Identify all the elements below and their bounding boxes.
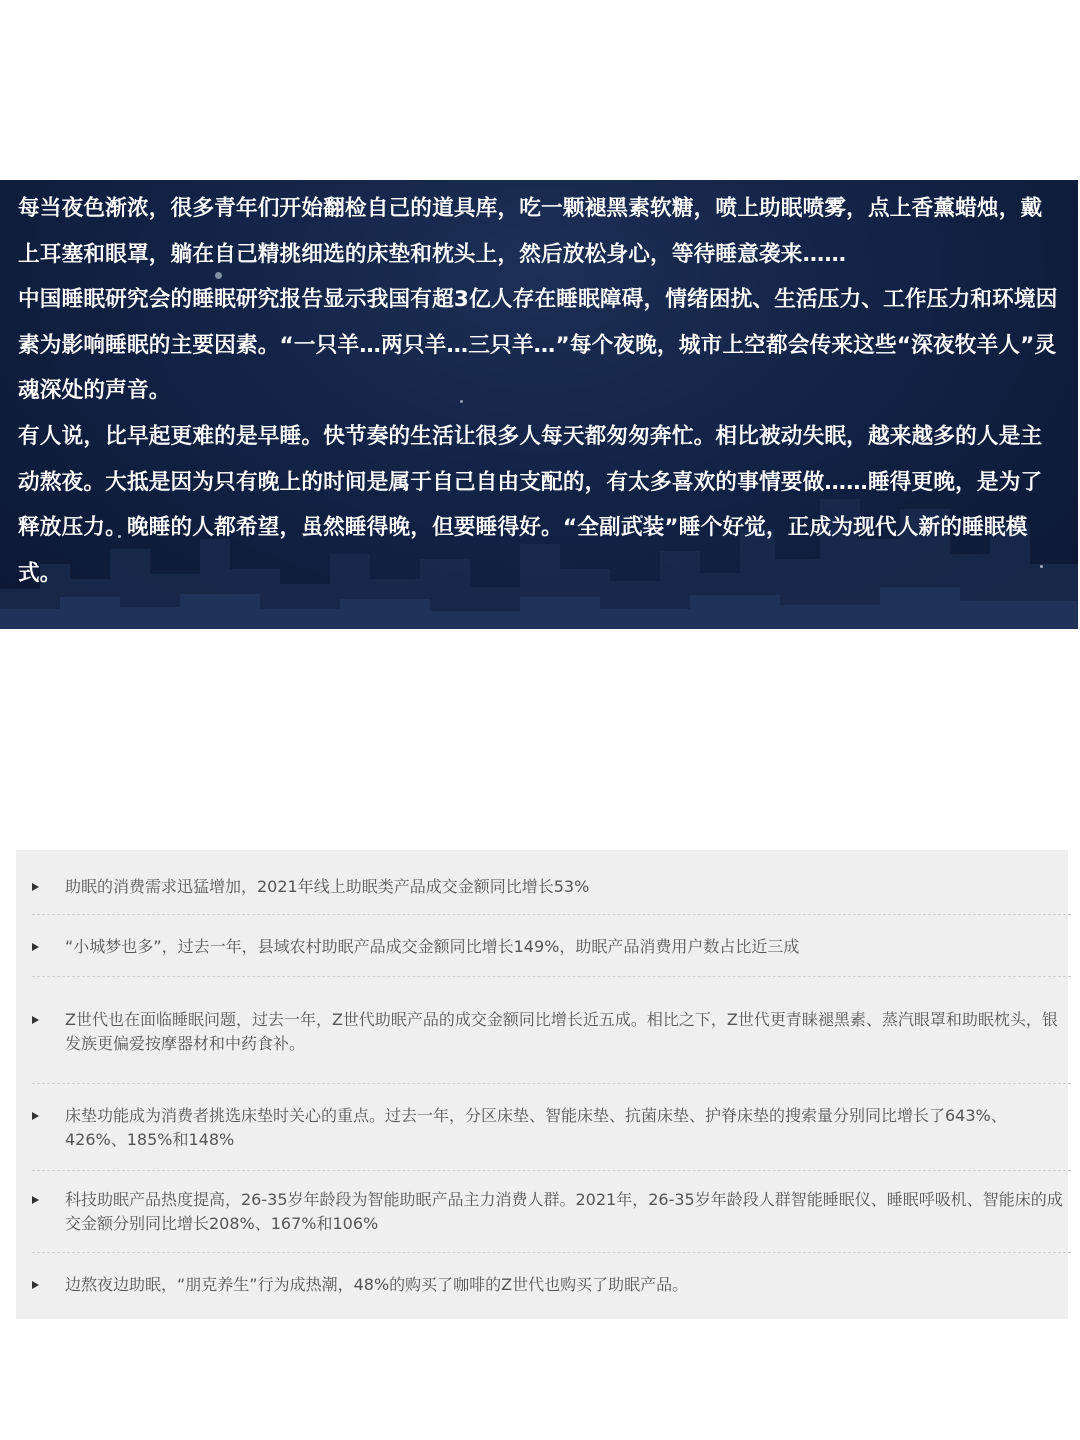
stat-text: 床垫功能成为消费者挑选床垫时关心的重点。过去一年，分区床垫、智能床垫、抗菌床垫、护脊床垫的搜索量分别同比增长了643%、426%、185%和148% (65, 1106, 1007, 1149)
bullet-triangle-icon (32, 883, 39, 891)
stat-item (32, 1170, 1071, 1253)
stat-item (32, 1252, 1071, 1319)
intro-paragraph: 每当夜色渐浓，很多青年们开始翻检自己的道具库，吃一颗褪黑素软糖，喷上助眠喷雾，点上香薰蜡烛，戴上耳塞和眼罩，躺在自己精挑细选的床垫和枕头上，然后放松身心，等待睡意袭来…… (18, 196, 1043, 267)
bullet-triangle-icon (32, 1112, 39, 1120)
stat-item (32, 914, 1071, 977)
bullet-triangle-icon (32, 1196, 39, 1204)
intro-paragraph: 中国睡眠研究会的睡眠研究报告显示我国有超3亿人存在睡眠障碍，情绪困扰、生活压力、工作压力和环境因素为影响睡眠的主要因素。“一只羊…两只羊…三只羊…”每个夜晚，城市上空都会传来这些“深夜牧羊人”灵魂深处的声音。 (18, 287, 1058, 404)
stat-item (32, 850, 1071, 915)
night-intro-panel (0, 180, 1078, 629)
stat-item (32, 976, 1071, 1084)
bullet-triangle-icon (32, 1016, 39, 1024)
intro-paragraph: 有人说，比早起更难的是早睡。快节奏的生活让很多人每天都匆匆奔忙。相比被动失眠，越来越多的人是主动熬夜。大抵是因为只有晚上的时间是属于自己自由支配的，有太多喜欢的事情要做……睡得更晚，是为了释放压力。晚睡的人都希望，虽然睡得晚，但要睡得好。“全副武装”睡个好觉，正成为现代人新的睡眠模式。 (18, 423, 1043, 586)
bullet-triangle-icon (32, 943, 39, 951)
stats-list-panel (16, 850, 1068, 1319)
stat-text: “小城梦也多”，过去一年，县域农村助眠产品成交金额同比增长149%，助眠产品消费用户数占比近三成 (65, 937, 800, 956)
bullet-triangle-icon (32, 1281, 39, 1289)
stat-text: 边熬夜边助眠，“朋克养生”行为成热潮，48%的购买了咖啡的Z世代也购买了助眠产品。 (65, 1275, 689, 1294)
stat-text: Z世代也在面临睡眠问题，过去一年，Z世代助眠产品的成交金额同比增长近五成。相比之下，Z世代更青睐褪黑素、蒸汽眼罩和助眠枕头，银发族更偏爱按摩器材和中药食补。 (65, 1010, 1058, 1053)
stat-item (32, 1083, 1071, 1171)
stat-text: 助眠的消费需求迅猛增加，2021年线上助眠类产品成交金额同比增长53% (65, 877, 590, 896)
stat-text: 科技助眠产品热度提高，26-35岁年龄段为智能助眠产品主力消费人群。2021年，26-35岁年龄段人群智能睡眠仪、睡眠呼吸机、智能床的成交金额分别同比增长208%、167%和106% (65, 1190, 1063, 1233)
intro-text (18, 186, 1063, 596)
